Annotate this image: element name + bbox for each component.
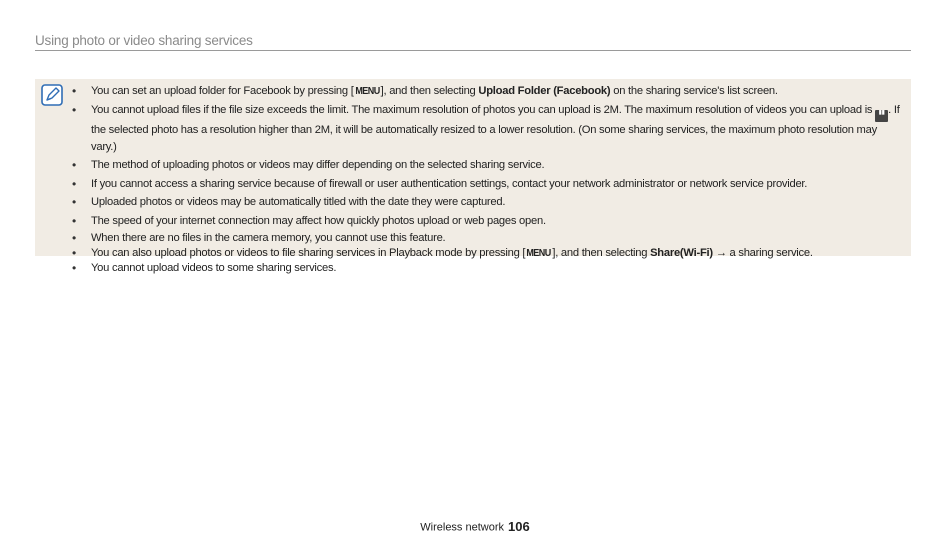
list-item: • Uploaded photos or videos may be automatically titled with the date they were captured. xyxy=(80,194,902,211)
footer-section: Wireless network xyxy=(420,521,505,534)
list-item: • The speed of your internet connection may affect how quickly photos upload or web pages open. xyxy=(80,213,902,230)
list-item: • You can set an upload folder for Facebook by pressing [MENU], and then selecting Upload Folder (Facebook) on the sharing service's list screen. xyxy=(80,83,902,100)
page-footer xyxy=(0,519,950,534)
note-pencil-icon xyxy=(41,84,63,106)
video-resolution-icon: ▮▮ xyxy=(875,110,888,122)
upload-folder-option: Upload Folder (Facebook) xyxy=(478,85,611,97)
list-item: • The method of uploading photos or videos may differ depending on the selected sharing service. xyxy=(80,157,902,174)
page-header xyxy=(35,31,911,51)
page-number: 106 xyxy=(508,519,530,534)
share-wifi-option: Share(Wi-Fi) xyxy=(650,247,713,259)
list-item: • When there are no files in the camera memory, you cannot use this feature. xyxy=(80,231,902,246)
list-item: • You cannot upload videos to some sharing services. xyxy=(80,261,902,276)
page-title: Using photo or video sharing services xyxy=(35,33,253,48)
menu-key-icon: MENU xyxy=(354,86,380,97)
list-item: • If you cannot access a sharing service because of firewall or user authentication settings, contact your network administrator or network service provider. xyxy=(80,176,902,193)
list-item: • You can also upload photos or videos to file sharing services in Playback mode by pressing [MENU], and then selecting Share(Wi-Fi) → a sharing service. xyxy=(80,246,902,261)
menu-key-icon: MENU xyxy=(526,248,551,259)
note-list xyxy=(80,81,902,276)
list-item: • You cannot upload files if the file size exceeds the limit. The maximum resolution of photos you can upload is 2M. The maximum resolution of videos you can upload is ▮▮ . If the selected photo has a resolution higher than 2M, it will be automatically resized to a lower resolution. (On some sharing services, the maximum photo resolution may vary.) xyxy=(80,102,902,156)
note-box xyxy=(35,79,911,274)
